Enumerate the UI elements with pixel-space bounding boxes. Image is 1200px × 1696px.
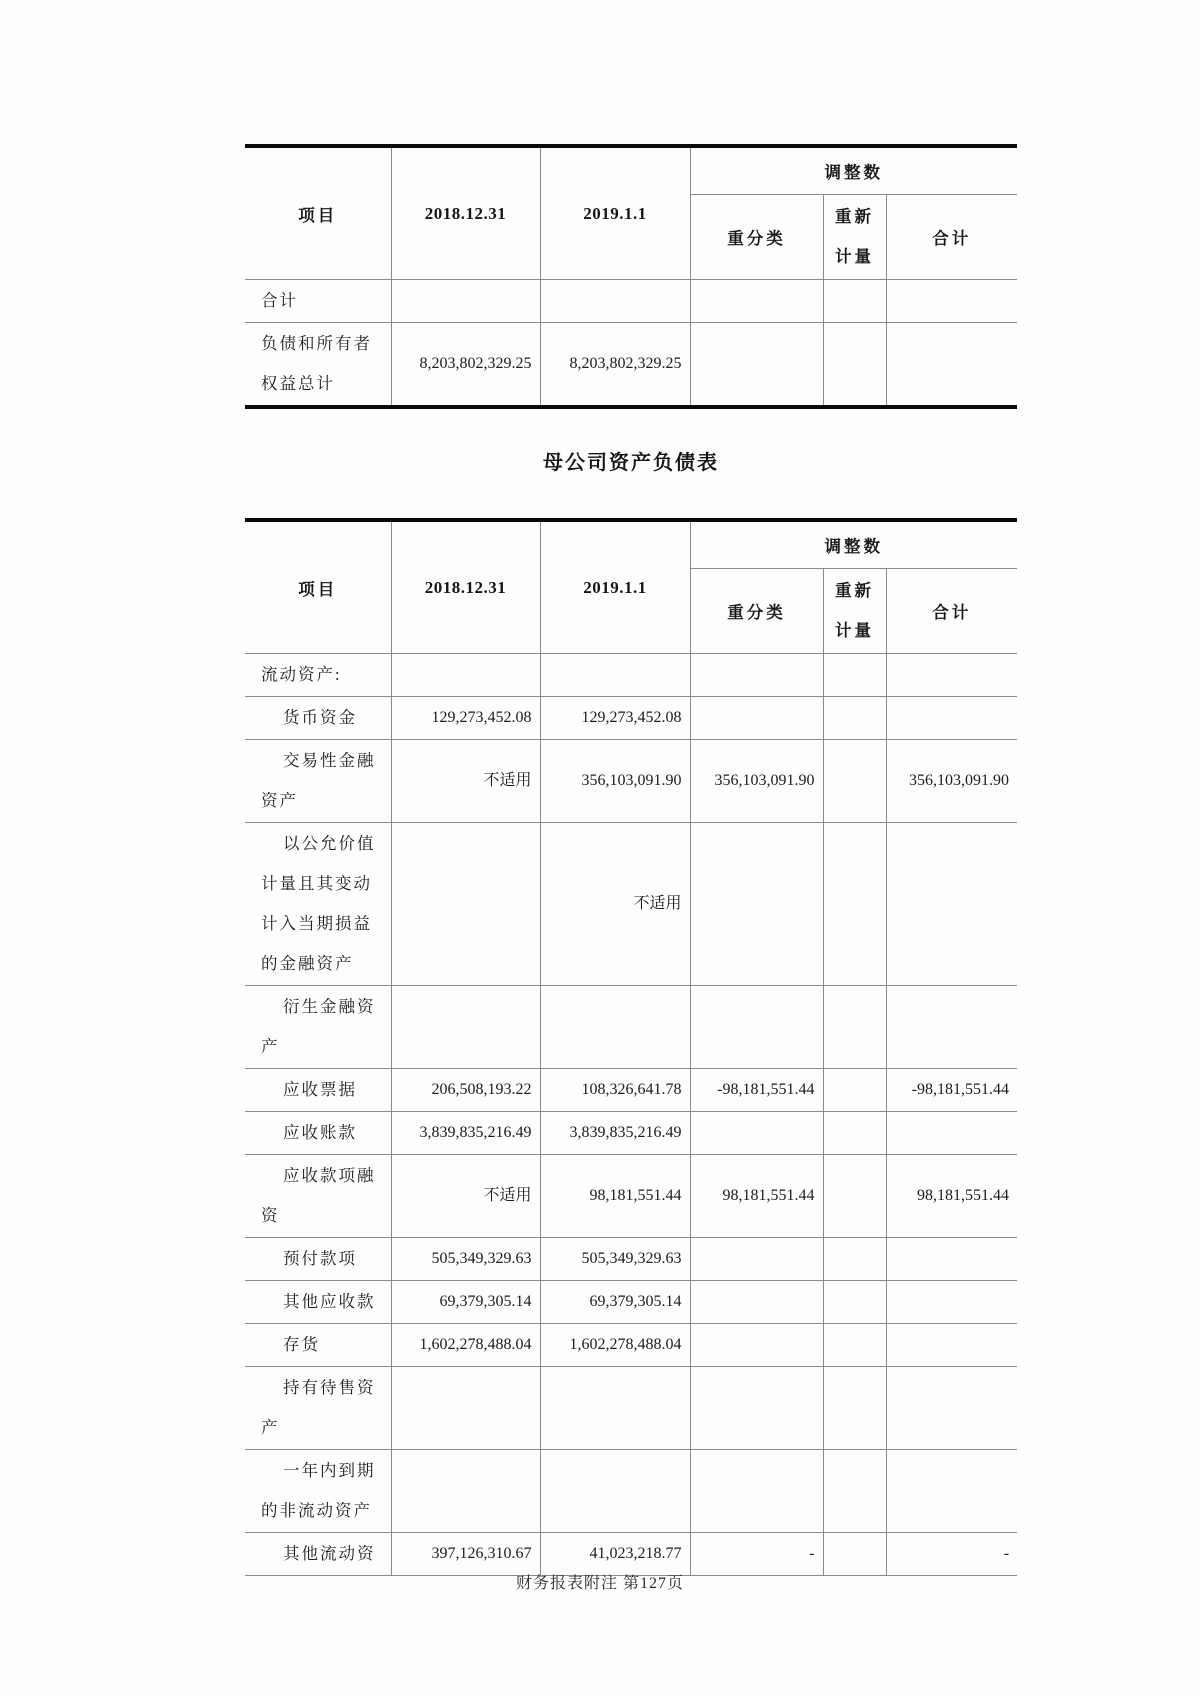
- value-2019-1-1: 不适用: [540, 823, 690, 986]
- row-label: 负债和所有者权益总计: [245, 323, 391, 408]
- value-2019-1-1: 41,023,218.77: [540, 1533, 690, 1576]
- value-total: [886, 1367, 1017, 1450]
- value-reclassification: [690, 1112, 823, 1155]
- row-label: 存货: [245, 1324, 391, 1367]
- value-reclassification: 98,181,551.44: [690, 1155, 823, 1238]
- table-row: [245, 1238, 1017, 1281]
- value-remeasurement: [823, 1450, 886, 1533]
- header-total: 合计: [886, 195, 1017, 280]
- table-row: [245, 986, 1017, 1069]
- header-item-column: 项目: [245, 146, 391, 280]
- value-remeasurement: [823, 1069, 886, 1112]
- value-total: [886, 323, 1017, 408]
- header-date-2019-1-1: 2019.1.1: [540, 520, 690, 654]
- header-reclassification: 重分类: [690, 569, 823, 654]
- value-remeasurement: [823, 1155, 886, 1238]
- value-reclassification: [690, 697, 823, 740]
- value-reclassification: [690, 1367, 823, 1450]
- value-reclassification: [690, 1450, 823, 1533]
- value-reclassification: -: [690, 1533, 823, 1576]
- table-row: [245, 1112, 1017, 1155]
- value-2018-12-31: 206,508,193.22: [391, 1069, 540, 1112]
- parent-company-balance-sheet-title: 母公司资产负债表: [543, 452, 719, 474]
- header-adjustments-group: 调整数: [690, 520, 1017, 569]
- value-reclassification: [690, 1238, 823, 1281]
- header-total: 合计: [886, 569, 1017, 654]
- value-2019-1-1: [540, 986, 690, 1069]
- value-remeasurement: [823, 697, 886, 740]
- table-row: [245, 1155, 1017, 1238]
- row-label: 应收款项融资: [245, 1155, 391, 1238]
- value-2019-1-1: [540, 654, 690, 697]
- value-2019-1-1: 356,103,091.90: [540, 740, 690, 823]
- value-2018-12-31: 397,126,310.67: [391, 1533, 540, 1576]
- value-total: [886, 986, 1017, 1069]
- table-row: [245, 1367, 1017, 1450]
- parent-company-balance-sheet-table: [245, 518, 1017, 1576]
- value-reclassification: -98,181,551.44: [690, 1069, 823, 1112]
- value-total: -98,181,551.44: [886, 1069, 1017, 1112]
- value-2018-12-31: [391, 280, 540, 323]
- value-2019-1-1: [540, 280, 690, 323]
- value-total: 98,181,551.44: [886, 1155, 1017, 1238]
- table-row: [245, 1069, 1017, 1112]
- row-label: 预付款项: [245, 1238, 391, 1281]
- row-label: 一年内到期的非流动资产: [245, 1450, 391, 1533]
- value-reclassification: [690, 823, 823, 986]
- row-label: 其他流动资: [245, 1533, 391, 1576]
- value-reclassification: 356,103,091.90: [690, 740, 823, 823]
- value-reclassification: [690, 1324, 823, 1367]
- value-total: [886, 1281, 1017, 1324]
- value-2018-12-31: [391, 654, 540, 697]
- value-remeasurement: [823, 1324, 886, 1367]
- value-remeasurement: [823, 323, 886, 408]
- header-adjustments-group: 调整数: [690, 146, 1017, 195]
- value-2019-1-1: 3,839,835,216.49: [540, 1112, 690, 1155]
- header-item-column: 项目: [245, 520, 391, 654]
- value-2018-12-31: [391, 986, 540, 1069]
- value-2019-1-1: 505,349,329.63: [540, 1238, 690, 1281]
- table-row: [245, 323, 1017, 408]
- value-remeasurement: [823, 1238, 886, 1281]
- value-total: [886, 280, 1017, 323]
- header-remeasurement: 重新计量: [823, 195, 886, 280]
- value-2019-1-1: 69,379,305.14: [540, 1281, 690, 1324]
- value-reclassification: [690, 280, 823, 323]
- value-total: [886, 697, 1017, 740]
- value-reclassification: [690, 654, 823, 697]
- value-2018-12-31: [391, 1367, 540, 1450]
- value-2018-12-31: 不适用: [391, 1155, 540, 1238]
- value-2019-1-1: 129,273,452.08: [540, 697, 690, 740]
- table-row: [245, 1324, 1017, 1367]
- value-2019-1-1: 98,181,551.44: [540, 1155, 690, 1238]
- row-label: 流动资产:: [245, 654, 391, 697]
- page-footer: 财务报表附注 第127页: [515, 1575, 684, 1592]
- value-remeasurement: [823, 1112, 886, 1155]
- value-remeasurement: [823, 823, 886, 986]
- value-2019-1-1: 8,203,802,329.25: [540, 323, 690, 408]
- table-row: [245, 280, 1017, 323]
- value-2018-12-31: 505,349,329.63: [391, 1238, 540, 1281]
- table-row: [245, 697, 1017, 740]
- value-2018-12-31: [391, 823, 540, 986]
- value-2018-12-31: 1,602,278,488.04: [391, 1324, 540, 1367]
- value-2018-12-31: 8,203,802,329.25: [391, 323, 540, 408]
- header-date-2018-12-31: 2018.12.31: [391, 520, 540, 654]
- row-label: 衍生金融资产: [245, 986, 391, 1069]
- liabilities-and-equity-total-table: [245, 144, 1017, 409]
- row-label: 合计: [245, 280, 391, 323]
- header-date-2018-12-31: 2018.12.31: [391, 146, 540, 280]
- value-remeasurement: [823, 1281, 886, 1324]
- table-row: [245, 1450, 1017, 1533]
- value-total: [886, 823, 1017, 986]
- header-remeasurement: 重新计量: [823, 569, 886, 654]
- value-total: 356,103,091.90: [886, 740, 1017, 823]
- table-row: [245, 654, 1017, 697]
- header-date-2019-1-1: 2019.1.1: [540, 146, 690, 280]
- row-label: 以公允价值计量且其变动计入当期损益的金融资产: [245, 823, 391, 986]
- row-label: 应收票据: [245, 1069, 391, 1112]
- row-label: 持有待售资产: [245, 1367, 391, 1450]
- value-2018-12-31: 3,839,835,216.49: [391, 1112, 540, 1155]
- value-2019-1-1: 108,326,641.78: [540, 1069, 690, 1112]
- row-label: 货币资金: [245, 697, 391, 740]
- value-remeasurement: [823, 654, 886, 697]
- value-total: [886, 1238, 1017, 1281]
- value-reclassification: [690, 1281, 823, 1324]
- value-remeasurement: [823, 740, 886, 823]
- header-reclassification: 重分类: [690, 195, 823, 280]
- value-2018-12-31: 不适用: [391, 740, 540, 823]
- value-total: [886, 654, 1017, 697]
- value-2018-12-31: [391, 1450, 540, 1533]
- value-2018-12-31: 129,273,452.08: [391, 697, 540, 740]
- row-label: 其他应收款: [245, 1281, 391, 1324]
- value-remeasurement: [823, 1367, 886, 1450]
- value-total: [886, 1324, 1017, 1367]
- table-row: [245, 740, 1017, 823]
- row-label: 应收账款: [245, 1112, 391, 1155]
- value-reclassification: [690, 323, 823, 408]
- row-label: 交易性金融资产: [245, 740, 391, 823]
- value-2019-1-1: [540, 1367, 690, 1450]
- value-remeasurement: [823, 280, 886, 323]
- table-row: [245, 823, 1017, 986]
- value-total: [886, 1450, 1017, 1533]
- value-2019-1-1: 1,602,278,488.04: [540, 1324, 690, 1367]
- value-remeasurement: [823, 986, 886, 1069]
- value-2018-12-31: 69,379,305.14: [391, 1281, 540, 1324]
- value-total: -: [886, 1533, 1017, 1576]
- table-row: [245, 1281, 1017, 1324]
- value-reclassification: [690, 986, 823, 1069]
- value-2019-1-1: [540, 1450, 690, 1533]
- value-total: [886, 1112, 1017, 1155]
